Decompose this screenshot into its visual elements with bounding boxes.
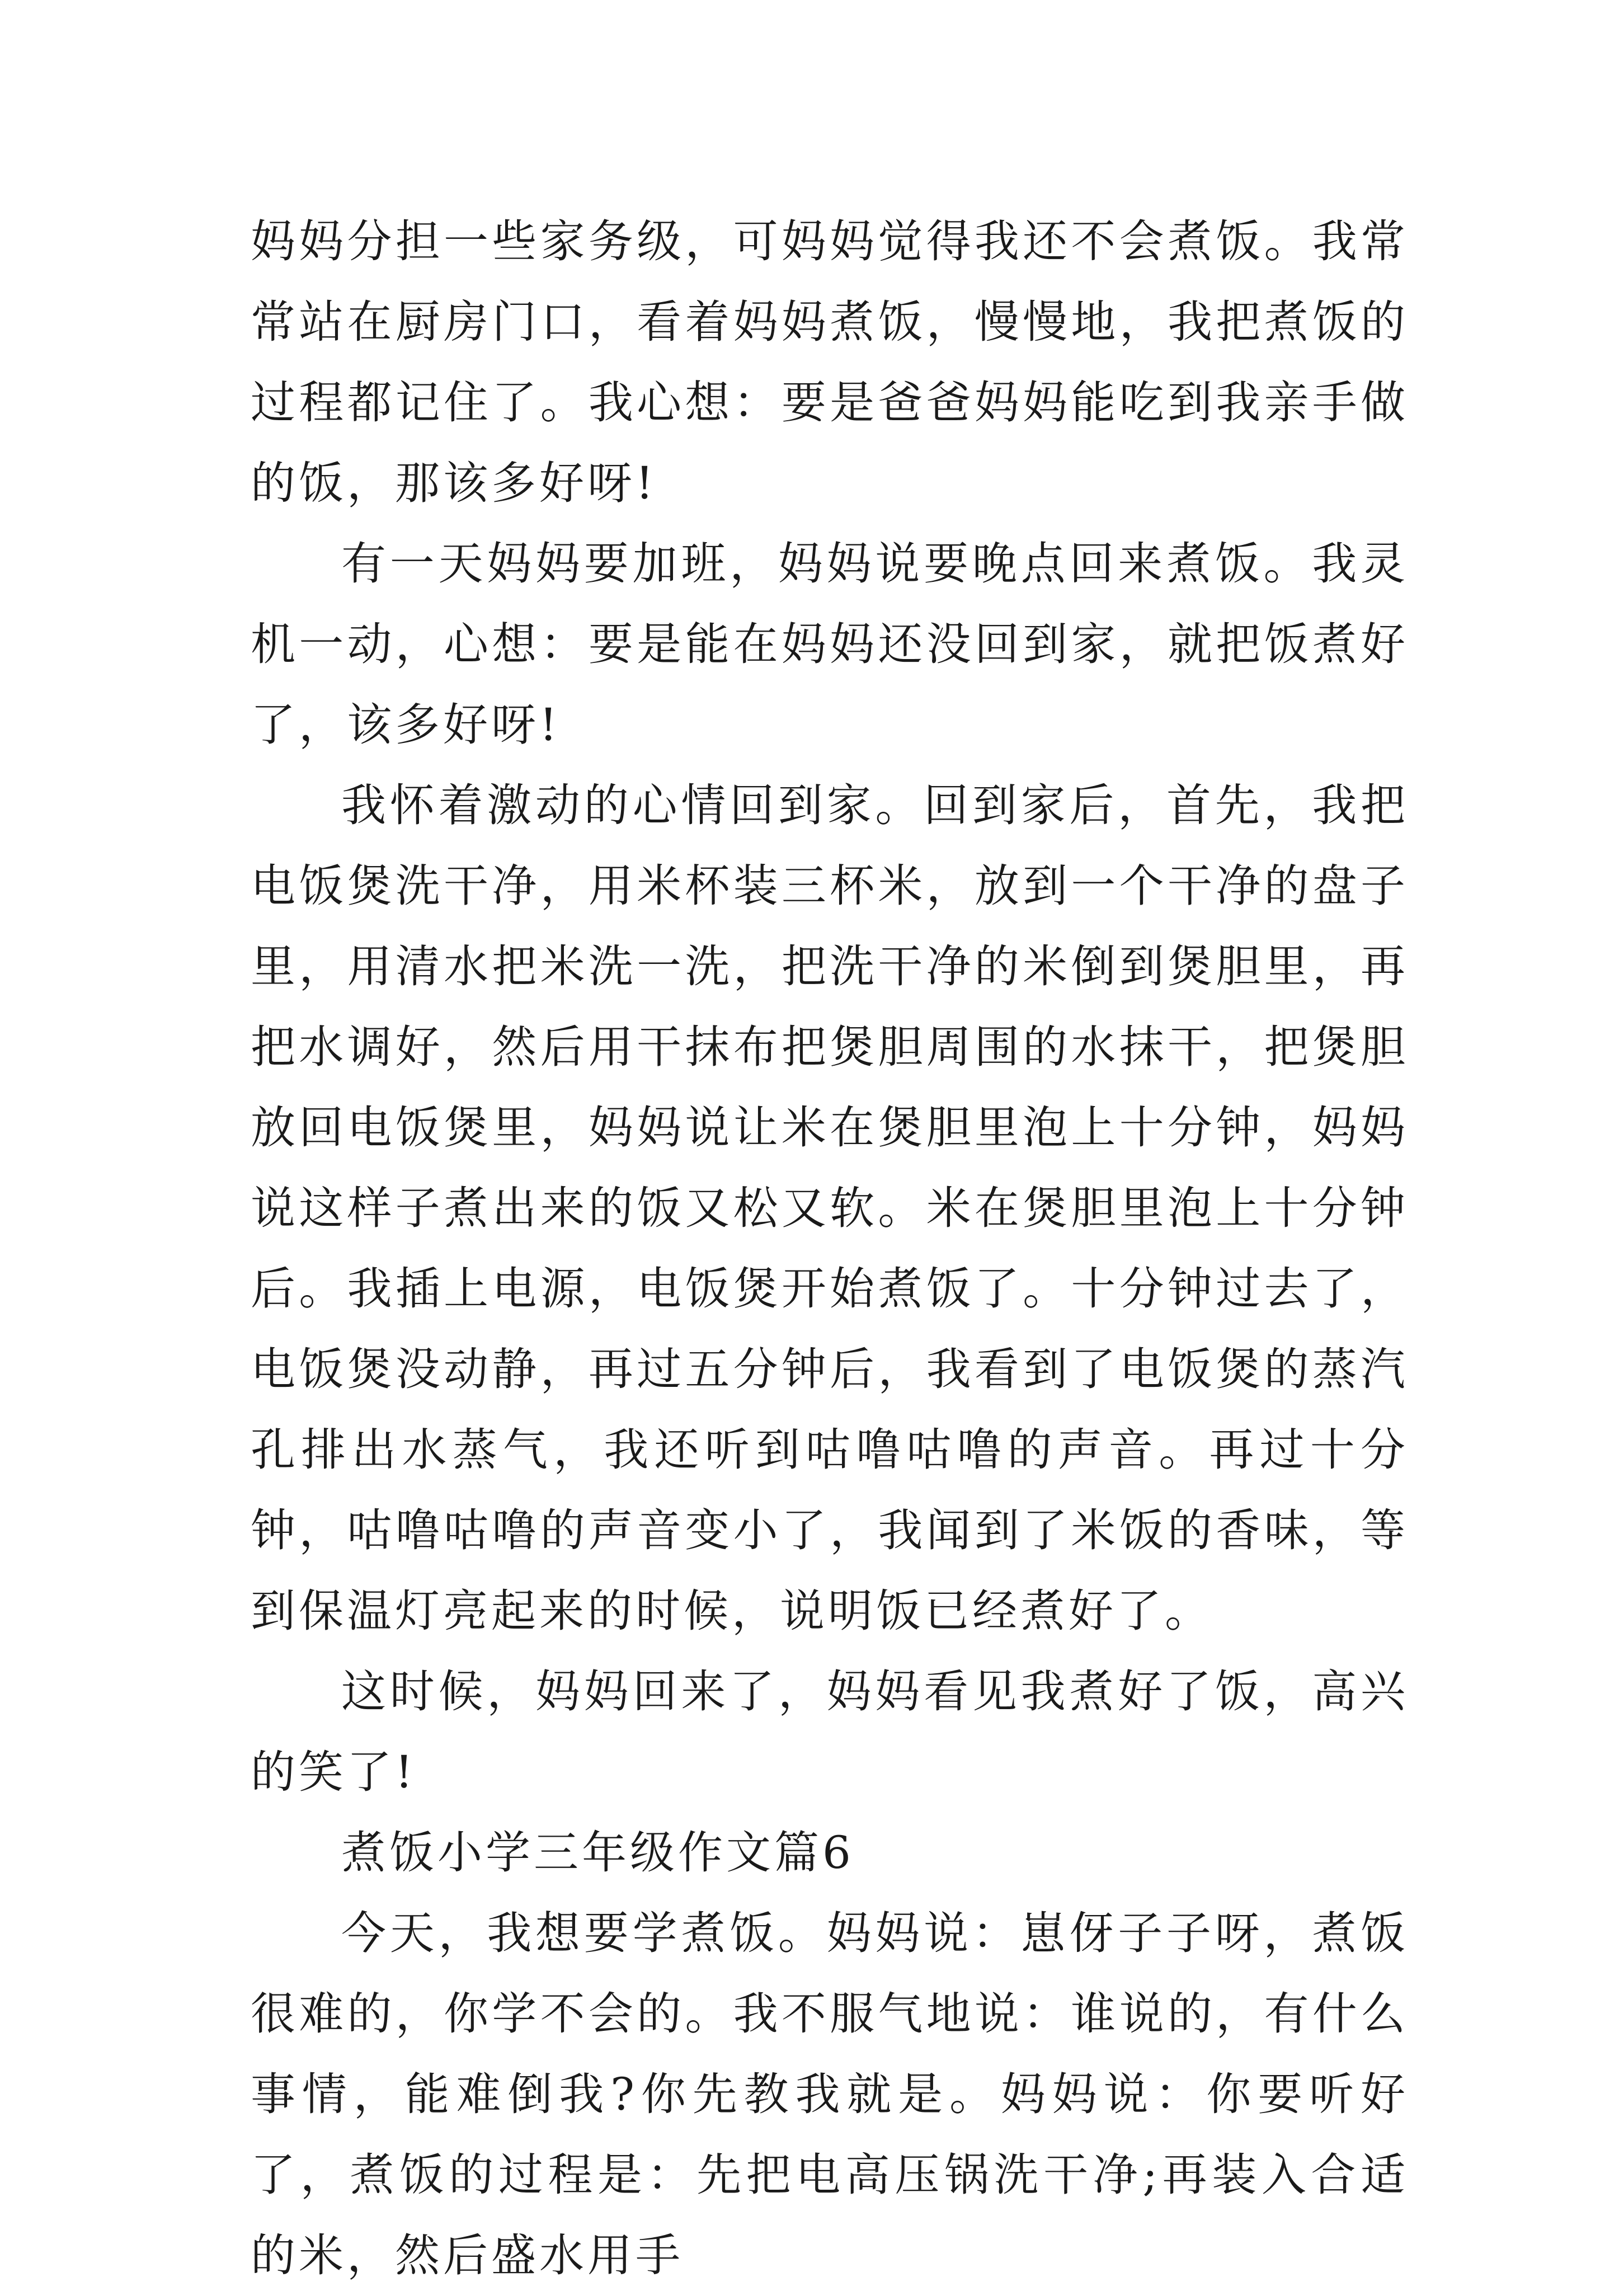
section-heading: 煮饭小学三年级作文篇6 xyxy=(341,1827,854,1879)
paragraph-3: 我怀着激动的心情回到家。回到家后，首先，我把电饭煲洗干净，用米杯装三杯米，放到一个干净的盘子里，用清水把米洗一洗，把洗干净的米倒到煲胆里，再把水调好，然后用干抹布把煲胆周围的水抹干，把煲胆放回电饭煲里，妈妈说让米在煲胆里泡上十分钟，妈妈说这样子煮出来的饭又松又软。米在煲胆里泡上十分钟后。我插上电源，电饭煲开始煮饭了。十分钟过去了，电饭煲没动静，再过五分钟后，我看到了电饭煲的蒸汽孔排出水蒸气，我还听到咕噜咕噜的声音。再过十分钟，咕噜咕噜的声音变小了，我闻到了米饭的香味，等到保温灯亮起来的时候，说明饭已经煮好了。 xyxy=(251,779,1409,1637)
paragraph-5: 今天，我想要学煮饭。妈妈说：崽伢子子呀，煮饭很难的，你学不会的。我不服气地说：谁说的，有什么事情，能难倒我?你先教我就是。妈妈说：你要听好了，煮饭的过程是：先把电高压锅洗干净;再装入合适的米，然后盛水用手 xyxy=(251,1907,1409,2281)
paragraph-1: 妈妈分担一些家务级，可妈妈觉得我还不会煮饭。我常常站在厨房门口，看着妈妈煮饭，慢慢地，我把煮饭的过程都记住了。我心想：要是爸爸妈妈能吃到我亲手做的饭，那该多好呀! xyxy=(251,215,1409,509)
paragraph-4: 这时候，妈妈回来了，妈妈看见我煮好了饭，高兴的笑了! xyxy=(251,1665,1409,1798)
paragraph-2: 有一天妈妈要加班，妈妈说要晚点回来煮饭。我灵机一动，心想：要是能在妈妈还没回到家，就把饭煮好了，该多好呀! xyxy=(251,538,1409,751)
document-body xyxy=(251,201,1409,2296)
